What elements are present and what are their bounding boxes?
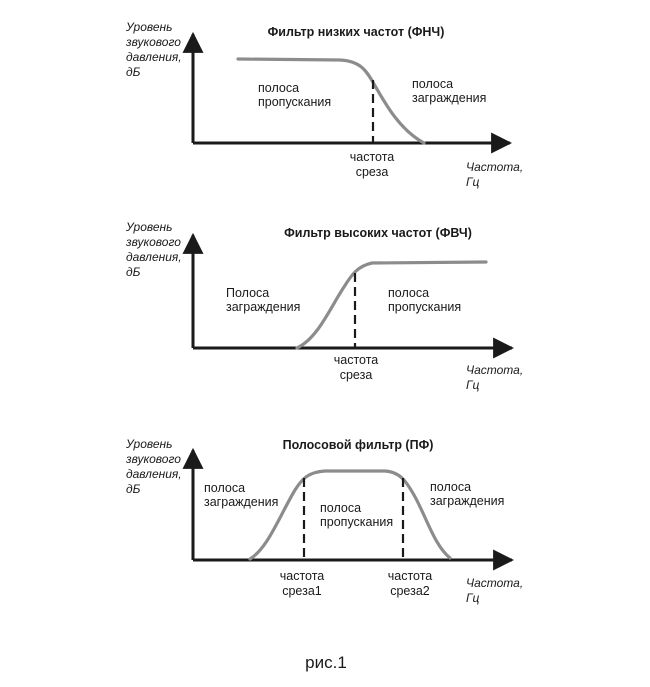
- x-axis-label: Частота,: [466, 363, 524, 377]
- panel-high-pass: [125, 220, 523, 392]
- cutoff-1-label: частота: [279, 569, 325, 583]
- y-axis-label: [125, 20, 182, 79]
- passband-label: полоса: [258, 81, 300, 95]
- stopband-label-right: заграждения: [430, 494, 505, 508]
- y-axis-label-line: давления,: [126, 467, 182, 481]
- y-axis-label-line: давления,: [126, 250, 182, 264]
- passband-label: полоса: [388, 286, 430, 300]
- y-axis-label-line: Уровень: [126, 20, 173, 34]
- panel-title: Фильтр высоких частот (ФВЧ): [284, 226, 472, 240]
- y-axis-label-line: дБ: [126, 482, 141, 496]
- stopband-label: заграждения: [412, 91, 487, 105]
- stopband-label: полоса: [412, 77, 454, 91]
- x-axis-label: Гц: [466, 378, 480, 392]
- x-axis-label: Гц: [466, 591, 480, 605]
- y-axis-label-line: звукового: [126, 235, 181, 249]
- cutoff-2-label: частота: [387, 569, 433, 583]
- panel-low-pass: [125, 20, 523, 189]
- y-axis-label-line: дБ: [126, 265, 141, 279]
- stopband-label: Полоса: [226, 286, 270, 300]
- y-axis-label-line: звукового: [126, 35, 181, 49]
- passband-label: пропускания: [320, 515, 394, 529]
- x-axis-label: Частота,: [466, 576, 524, 590]
- cutoff-1-label: среза1: [282, 584, 322, 598]
- passband-label: полоса: [320, 501, 362, 515]
- figure-caption: рис.1: [305, 653, 347, 672]
- y-axis-label-line: Уровень: [126, 437, 173, 451]
- cutoff-label: среза: [339, 368, 373, 382]
- y-axis-label-line: Уровень: [126, 220, 173, 234]
- y-axis-label: [125, 437, 182, 496]
- cutoff-label: частота: [333, 353, 379, 367]
- passband-label: пропускания: [258, 95, 332, 109]
- panel-title: Фильтр низких частот (ФНЧ): [267, 25, 445, 39]
- stopband-label-left: заграждения: [204, 495, 279, 509]
- x-axis-label: Частота,: [466, 160, 524, 174]
- y-axis-label-line: давления,: [126, 50, 182, 64]
- stopband-label-left: полоса: [204, 481, 246, 495]
- stopband-label-right: полоса: [430, 480, 472, 494]
- cutoff-label: частота: [349, 150, 395, 164]
- y-axis-label-line: звукового: [126, 452, 181, 466]
- stopband-label: заграждения: [226, 300, 301, 314]
- panel-band-pass: [125, 437, 523, 605]
- cutoff-label: среза: [355, 165, 389, 179]
- panel-title: Полосовой фильтр (ПФ): [282, 438, 434, 452]
- y-axis-label: [125, 220, 182, 279]
- y-axis-label-line: дБ: [126, 65, 141, 79]
- passband-label: пропускания: [388, 300, 462, 314]
- x-axis-label: Гц: [466, 175, 480, 189]
- cutoff-2-label: среза2: [390, 584, 430, 598]
